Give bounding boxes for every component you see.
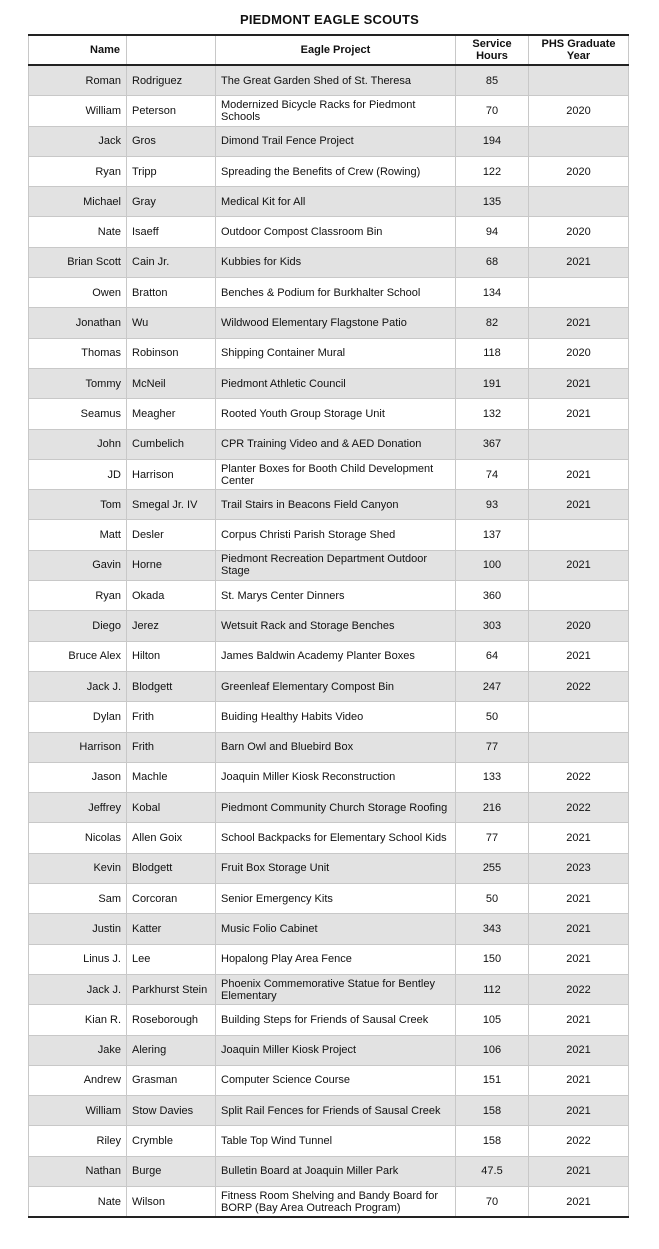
cell-first-name: Jack J. <box>29 974 127 1004</box>
cell-graduate-year: 2021 <box>529 1096 629 1126</box>
cell-service-hours: 133 <box>456 762 529 792</box>
cell-eagle-project: Rooted Youth Group Storage Unit <box>216 399 456 429</box>
cell-eagle-project: Barn Owl and Bluebird Box <box>216 732 456 762</box>
cell-eagle-project: Senior Emergency Kits <box>216 884 456 914</box>
cell-eagle-project: School Backpacks for Elementary School Kids <box>216 823 456 853</box>
cell-last-name: Gray <box>127 187 216 217</box>
cell-eagle-project: Dimond Trail Fence Project <box>216 126 456 156</box>
cell-eagle-project: St. Marys Center Dinners <box>216 581 456 611</box>
cell-last-name: Jerez <box>127 611 216 641</box>
cell-last-name: Machle <box>127 762 216 792</box>
table-row <box>29 1005 629 1035</box>
cell-graduate-year: 2021 <box>529 247 629 277</box>
cell-service-hours: 158 <box>456 1096 529 1126</box>
cell-first-name: Thomas <box>29 338 127 368</box>
cell-graduate-year <box>529 187 629 217</box>
cell-eagle-project: Piedmont Community Church Storage Roofing <box>216 793 456 823</box>
cell-last-name: Cain Jr. <box>127 247 216 277</box>
cell-service-hours: 70 <box>456 96 529 126</box>
cell-first-name: Riley <box>29 1126 127 1156</box>
cell-last-name: McNeil <box>127 368 216 398</box>
cell-first-name: Jason <box>29 762 127 792</box>
cell-service-hours: 47.5 <box>456 1156 529 1186</box>
cell-graduate-year: 2021 <box>529 550 629 580</box>
table-row <box>29 1186 629 1217</box>
cell-last-name: Crymble <box>127 1126 216 1156</box>
table-row <box>29 459 629 489</box>
cell-eagle-project: Fruit Box Storage Unit <box>216 853 456 883</box>
cell-last-name: Alering <box>127 1035 216 1065</box>
cell-service-hours: 194 <box>456 126 529 156</box>
cell-service-hours: 122 <box>456 156 529 186</box>
cell-graduate-year: 2021 <box>529 884 629 914</box>
cell-first-name: Kevin <box>29 853 127 883</box>
cell-graduate-year: 2023 <box>529 853 629 883</box>
cell-service-hours: 191 <box>456 368 529 398</box>
cell-graduate-year <box>529 65 629 96</box>
cell-graduate-year: 2022 <box>529 762 629 792</box>
cell-eagle-project: Computer Science Course <box>216 1065 456 1095</box>
cell-service-hours: 132 <box>456 399 529 429</box>
table-row <box>29 1096 629 1126</box>
cell-eagle-project: Outdoor Compost Classroom Bin <box>216 217 456 247</box>
cell-eagle-project: James Baldwin Academy Planter Boxes <box>216 641 456 671</box>
cell-graduate-year <box>529 126 629 156</box>
cell-service-hours: 70 <box>456 1186 529 1217</box>
table-row <box>29 368 629 398</box>
cell-graduate-year: 2021 <box>529 914 629 944</box>
cell-graduate-year: 2020 <box>529 611 629 641</box>
cell-graduate-year: 2021 <box>529 1186 629 1217</box>
cell-graduate-year: 2021 <box>529 308 629 338</box>
table-row <box>29 399 629 429</box>
cell-first-name: Nathan <box>29 1156 127 1186</box>
cell-last-name: Meagher <box>127 399 216 429</box>
cell-service-hours: 106 <box>456 1035 529 1065</box>
cell-first-name: Michael <box>29 187 127 217</box>
cell-first-name: Jack J. <box>29 671 127 701</box>
table-row <box>29 338 629 368</box>
cell-graduate-year: 2021 <box>529 490 629 520</box>
cell-service-hours: 50 <box>456 702 529 732</box>
cell-first-name: Sam <box>29 884 127 914</box>
cell-last-name: Grasman <box>127 1065 216 1095</box>
cell-service-hours: 343 <box>456 914 529 944</box>
cell-graduate-year: 2020 <box>529 217 629 247</box>
header-eagle-project: Eagle Project <box>216 35 456 65</box>
cell-service-hours: 151 <box>456 1065 529 1095</box>
cell-eagle-project: Corpus Christi Parish Storage Shed <box>216 520 456 550</box>
cell-service-hours: 77 <box>456 732 529 762</box>
table-row <box>29 853 629 883</box>
cell-eagle-project: CPR Training Video and & AED Donation <box>216 429 456 459</box>
cell-first-name: Andrew <box>29 1065 127 1095</box>
table-row <box>29 308 629 338</box>
cell-last-name: Frith <box>127 732 216 762</box>
cell-eagle-project: Fitness Room Shelving and Bandy Board for BORP (Bay Area Outreach Program) <box>216 1186 456 1217</box>
cell-eagle-project: Greenleaf Elementary Compost Bin <box>216 671 456 701</box>
cell-service-hours: 135 <box>456 187 529 217</box>
header-graduate-year: PHS Graduate Year <box>529 35 629 65</box>
cell-first-name: Ryan <box>29 156 127 186</box>
cell-eagle-project: Joaquin Miller Kiosk Project <box>216 1035 456 1065</box>
cell-service-hours: 93 <box>456 490 529 520</box>
cell-last-name: Cumbelich <box>127 429 216 459</box>
cell-first-name: Jeffrey <box>29 793 127 823</box>
cell-eagle-project: Joaquin Miller Kiosk Reconstruction <box>216 762 456 792</box>
table-row <box>29 65 629 96</box>
cell-service-hours: 64 <box>456 641 529 671</box>
table-row <box>29 1126 629 1156</box>
cell-first-name: Justin <box>29 914 127 944</box>
cell-first-name: JD <box>29 459 127 489</box>
cell-service-hours: 100 <box>456 550 529 580</box>
table-row <box>29 126 629 156</box>
cell-service-hours: 134 <box>456 278 529 308</box>
cell-service-hours: 158 <box>456 1126 529 1156</box>
cell-last-name: Isaeff <box>127 217 216 247</box>
cell-graduate-year: 2022 <box>529 974 629 1004</box>
table-row <box>29 823 629 853</box>
table-row <box>29 762 629 792</box>
cell-service-hours: 112 <box>456 974 529 1004</box>
cell-first-name: Nate <box>29 217 127 247</box>
cell-eagle-project: Benches & Podium for Burkhalter School <box>216 278 456 308</box>
cell-eagle-project: Medical Kit for All <box>216 187 456 217</box>
table-row <box>29 1035 629 1065</box>
cell-first-name: William <box>29 1096 127 1126</box>
cell-service-hours: 105 <box>456 1005 529 1035</box>
cell-service-hours: 74 <box>456 459 529 489</box>
cell-graduate-year: 2020 <box>529 338 629 368</box>
cell-last-name: Robinson <box>127 338 216 368</box>
cell-service-hours: 50 <box>456 884 529 914</box>
cell-eagle-project: Split Rail Fences for Friends of Sausal Creek <box>216 1096 456 1126</box>
cell-service-hours: 216 <box>456 793 529 823</box>
cell-last-name: Blodgett <box>127 671 216 701</box>
cell-graduate-year: 2022 <box>529 793 629 823</box>
header-name: Name <box>29 35 127 65</box>
table-row <box>29 187 629 217</box>
cell-first-name: Roman <box>29 65 127 96</box>
table-row <box>29 671 629 701</box>
cell-first-name: Kian R. <box>29 1005 127 1035</box>
cell-last-name: Allen Goix <box>127 823 216 853</box>
cell-service-hours: 367 <box>456 429 529 459</box>
table-row <box>29 793 629 823</box>
cell-last-name: Horne <box>127 550 216 580</box>
cell-eagle-project: Shipping Container Mural <box>216 338 456 368</box>
cell-service-hours: 68 <box>456 247 529 277</box>
cell-last-name: Wu <box>127 308 216 338</box>
page-title: PIEDMONT EAGLE SCOUTS <box>240 12 419 27</box>
table-row <box>29 1156 629 1186</box>
cell-last-name: Gros <box>127 126 216 156</box>
cell-eagle-project: Bulletin Board at Joaquin Miller Park <box>216 1156 456 1186</box>
table-row <box>29 581 629 611</box>
cell-graduate-year: 2021 <box>529 1035 629 1065</box>
cell-eagle-project: Wetsuit Rack and Storage Benches <box>216 611 456 641</box>
table-row <box>29 702 629 732</box>
cell-last-name: Harrison <box>127 459 216 489</box>
cell-last-name: Bratton <box>127 278 216 308</box>
header-last-name <box>127 35 216 65</box>
cell-graduate-year: 2021 <box>529 944 629 974</box>
cell-first-name: Bruce Alex <box>29 641 127 671</box>
cell-first-name: Linus J. <box>29 944 127 974</box>
table-row <box>29 974 629 1004</box>
cell-service-hours: 137 <box>456 520 529 550</box>
cell-eagle-project: Wildwood Elementary Flagstone Patio <box>216 308 456 338</box>
cell-last-name: Rodriguez <box>127 65 216 96</box>
cell-last-name: Hilton <box>127 641 216 671</box>
cell-last-name: Smegal Jr. IV <box>127 490 216 520</box>
header-row <box>29 35 629 65</box>
table-row <box>29 96 629 126</box>
table-row <box>29 611 629 641</box>
table-row <box>29 156 629 186</box>
cell-first-name: Jake <box>29 1035 127 1065</box>
cell-eagle-project: Piedmont Recreation Department Outdoor Stage <box>216 550 456 580</box>
cell-last-name: Corcoran <box>127 884 216 914</box>
cell-graduate-year <box>529 429 629 459</box>
cell-first-name: Ryan <box>29 581 127 611</box>
cell-last-name: Burge <box>127 1156 216 1186</box>
cell-last-name: Blodgett <box>127 853 216 883</box>
cell-first-name: Tom <box>29 490 127 520</box>
table-row <box>29 944 629 974</box>
cell-service-hours: 360 <box>456 581 529 611</box>
table-row <box>29 490 629 520</box>
table-row <box>29 520 629 550</box>
table-body <box>29 65 629 1217</box>
cell-last-name: Kobal <box>127 793 216 823</box>
cell-last-name: Frith <box>127 702 216 732</box>
cell-service-hours: 77 <box>456 823 529 853</box>
eagle-scouts-table <box>28 34 629 1218</box>
table-row <box>29 429 629 459</box>
cell-service-hours: 118 <box>456 338 529 368</box>
cell-first-name: Diego <box>29 611 127 641</box>
cell-eagle-project: Modernized Bicycle Racks for Piedmont Schools <box>216 96 456 126</box>
cell-last-name: Tripp <box>127 156 216 186</box>
cell-eagle-project: Table Top Wind Tunnel <box>216 1126 456 1156</box>
cell-first-name: Dylan <box>29 702 127 732</box>
cell-first-name: Gavin <box>29 550 127 580</box>
cell-graduate-year: 2021 <box>529 1065 629 1095</box>
cell-service-hours: 82 <box>456 308 529 338</box>
cell-eagle-project: Trail Stairs in Beacons Field Canyon <box>216 490 456 520</box>
cell-eagle-project: Kubbies for Kids <box>216 247 456 277</box>
cell-eagle-project: Spreading the Benefits of Crew (Rowing) <box>216 156 456 186</box>
cell-last-name: Lee <box>127 944 216 974</box>
table-row <box>29 550 629 580</box>
cell-graduate-year: 2021 <box>529 399 629 429</box>
cell-graduate-year: 2021 <box>529 459 629 489</box>
table-row <box>29 884 629 914</box>
cell-first-name: William <box>29 96 127 126</box>
cell-first-name: Owen <box>29 278 127 308</box>
cell-last-name: Desler <box>127 520 216 550</box>
cell-service-hours: 94 <box>456 217 529 247</box>
table-row <box>29 732 629 762</box>
cell-first-name: John <box>29 429 127 459</box>
table-row <box>29 247 629 277</box>
cell-first-name: Tommy <box>29 368 127 398</box>
cell-first-name: Brian Scott <box>29 247 127 277</box>
cell-last-name: Katter <box>127 914 216 944</box>
cell-graduate-year: 2022 <box>529 671 629 701</box>
cell-first-name: Jack <box>29 126 127 156</box>
cell-eagle-project: Music Folio Cabinet <box>216 914 456 944</box>
cell-graduate-year: 2021 <box>529 641 629 671</box>
cell-graduate-year <box>529 732 629 762</box>
table-row <box>29 278 629 308</box>
cell-last-name: Stow Davies <box>127 1096 216 1126</box>
cell-last-name: Okada <box>127 581 216 611</box>
cell-eagle-project: The Great Garden Shed of St. Theresa <box>216 65 456 96</box>
cell-service-hours: 247 <box>456 671 529 701</box>
cell-eagle-project: Planter Boxes for Booth Child Development Center <box>216 459 456 489</box>
cell-last-name: Roseborough <box>127 1005 216 1035</box>
table-row <box>29 217 629 247</box>
cell-first-name: Seamus <box>29 399 127 429</box>
cell-eagle-project: Buiding Healthy Habits Video <box>216 702 456 732</box>
cell-graduate-year: 2021 <box>529 1005 629 1035</box>
cell-first-name: Harrison <box>29 732 127 762</box>
cell-graduate-year <box>529 702 629 732</box>
cell-first-name: Jonathan <box>29 308 127 338</box>
table-row <box>29 914 629 944</box>
cell-service-hours: 303 <box>456 611 529 641</box>
cell-eagle-project: Piedmont Athletic Council <box>216 368 456 398</box>
cell-graduate-year <box>529 581 629 611</box>
cell-graduate-year <box>529 520 629 550</box>
cell-last-name: Parkhurst Stein <box>127 974 216 1004</box>
cell-first-name: Nate <box>29 1186 127 1217</box>
cell-graduate-year: 2022 <box>529 1126 629 1156</box>
cell-graduate-year: 2021 <box>529 823 629 853</box>
cell-graduate-year: 2020 <box>529 156 629 186</box>
cell-graduate-year: 2021 <box>529 368 629 398</box>
cell-eagle-project: Building Steps for Friends of Sausal Creek <box>216 1005 456 1035</box>
cell-first-name: Nicolas <box>29 823 127 853</box>
cell-last-name: Wilson <box>127 1186 216 1217</box>
cell-service-hours: 150 <box>456 944 529 974</box>
table-row <box>29 641 629 671</box>
cell-first-name: Matt <box>29 520 127 550</box>
table-header <box>29 35 629 65</box>
cell-last-name: Peterson <box>127 96 216 126</box>
cell-graduate-year <box>529 278 629 308</box>
cell-graduate-year: 2020 <box>529 96 629 126</box>
cell-graduate-year: 2021 <box>529 1156 629 1186</box>
cell-eagle-project: Hopalong Play Area Fence <box>216 944 456 974</box>
cell-eagle-project: Phoenix Commemorative Statue for Bentley Elementary <box>216 974 456 1004</box>
table-row <box>29 1065 629 1095</box>
cell-service-hours: 85 <box>456 65 529 96</box>
header-service-hours: Service Hours <box>456 35 529 65</box>
cell-service-hours: 255 <box>456 853 529 883</box>
